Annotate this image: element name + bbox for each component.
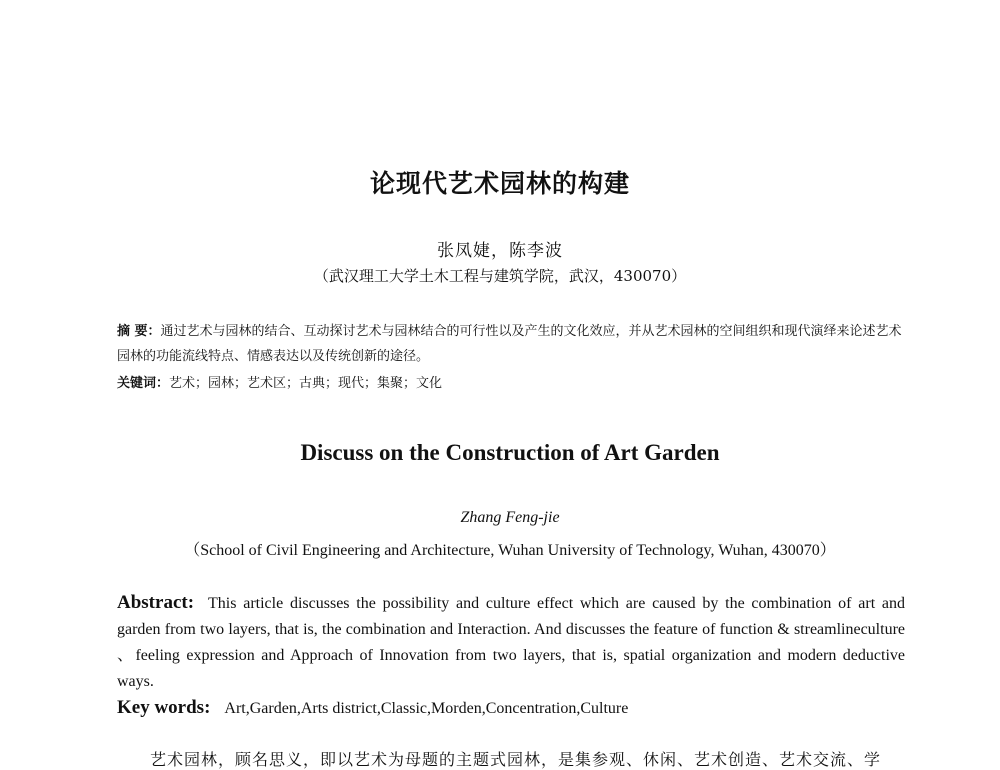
english-abstract-label: Abstract: [117, 592, 195, 613]
english-affiliation: （School of Civil Engineering and Architecture, Wuhan University of Technology, Wuhan, 430070） [184, 542, 836, 559]
chinese-abstract [117, 319, 907, 369]
english-title: Discuss on the Construction of Art Garden [300, 440, 720, 465]
english-abstract [117, 590, 905, 695]
chinese-title: 论现代艺术园林的构建 [369, 169, 630, 198]
english-abstract-text: This article discusses the possibility and culture effect which are caused by the combination of art and garden from two layers, that is, the combination and Interaction. And discusses the feature of function & streamlineculture 、feeling expression and Approach of Innovation from two layers, that is, spatial organization and modern deductive ways. [117, 595, 905, 690]
english-author: Zhang Feng-jie [460, 509, 560, 526]
body-first-line: 艺术园林，顾名思义，即以艺术为母题的主题式园林，是集参观、休闲、艺术创造、艺术交流、学 [150, 750, 882, 769]
english-keywords-label: Key words: [117, 697, 211, 718]
chinese-abstract-text: 通过艺术与园林的结合、互动探讨艺术与园林结合的可行性以及产生的文化效应，并从艺术园林的空间组织和现代演绎来论述艺术园林的功能流线特点、情感表达以及传统创新的途径。 [117, 324, 902, 364]
chinese-keywords-label: 关键词： [117, 376, 170, 391]
chinese-affiliation: （武汉理工大学土木工程与建筑学院，武汉，430070） [313, 267, 687, 285]
chinese-authors: 张凤婕，陈李波 [437, 241, 563, 261]
chinese-keywords-text: 艺术；园林；艺术区；古典；现代；集聚；文化 [169, 376, 443, 391]
english-keywords [117, 697, 905, 719]
english-keywords-text: Art,Garden,Arts district,Classic,Morden,Concentration,Culture [224, 700, 629, 717]
chinese-abstract-label: 摘 要： [117, 324, 161, 339]
chinese-keywords [117, 372, 907, 391]
